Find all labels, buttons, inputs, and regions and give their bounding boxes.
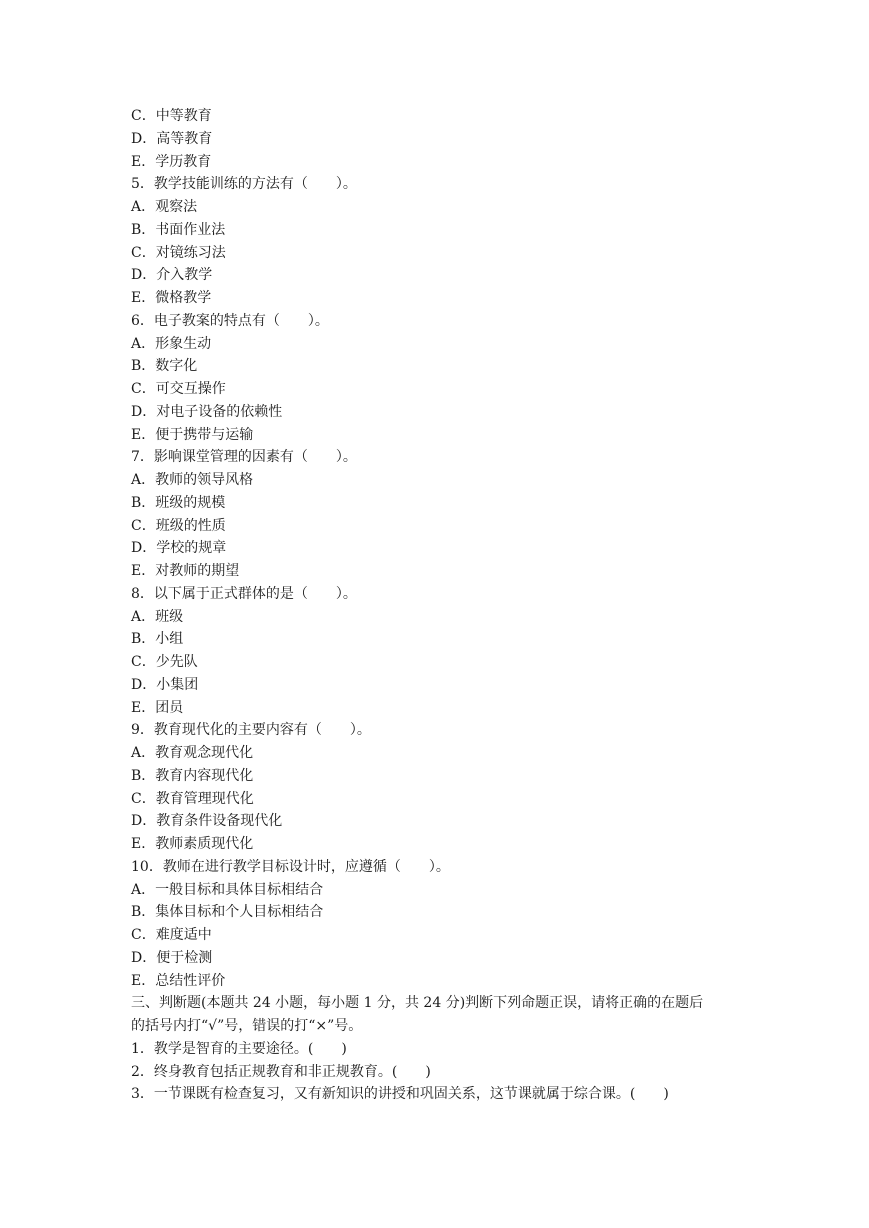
question-6: 6．电子教案的特点有（ ）。: [131, 312, 329, 329]
option-c-secondary-education: C．中等教育: [131, 108, 212, 124]
q9-option-d: D．教育条件设备现代化: [131, 813, 283, 830]
q10-option-b: B．集体目标和个人目标相结合: [131, 904, 324, 921]
q7-option-a: A．教师的领导风格: [131, 472, 254, 488]
q7-option-e: E．对教师的期望: [131, 563, 240, 579]
q7-option-d: D．学校的规章: [131, 540, 227, 557]
document-page: [131, 105, 751, 1106]
q6-option-b: B．数字化: [131, 358, 198, 375]
q10-option-e: E．总结性评价: [131, 972, 226, 989]
q5-option-d: D．介入教学: [131, 267, 213, 284]
option-d-higher-education: D．高等教育: [131, 130, 213, 147]
tf-question-3: 3．一节课既有检查复习，又有新知识的讲授和巩固关系，这节课就属于综合课。( ): [131, 1086, 669, 1103]
q8-option-e: E．团员: [131, 699, 184, 716]
q9-option-a: A．教育观念现代化: [131, 745, 254, 761]
q8-option-d: D．小集团: [131, 676, 199, 693]
q9-option-b: B．教育内容现代化: [131, 767, 254, 784]
section-3-heading-line-1: 三、判断题(本题共 24 小题，每小题 1 分，共 24 分)判断下列命题正误，请将正确的在题后: [131, 995, 704, 1012]
q8-option-c: C．少先队: [131, 654, 198, 670]
option-e-academic-education: E．学历教育: [131, 153, 212, 170]
question-9: 9．教育现代化的主要内容有（ ）。: [131, 722, 371, 739]
q9-option-c: C．教育管理现代化: [131, 790, 254, 807]
tf-question-1: 1．教学是智育的主要途径。( ): [131, 1040, 347, 1057]
q6-option-c: C．可交互操作: [131, 381, 226, 397]
q10-option-a: A．一般目标和具体目标相结合: [131, 881, 324, 898]
q5-option-a: A．观察法: [131, 199, 198, 215]
q7-option-c: C．班级的性质: [131, 517, 226, 534]
question-10: 10．教师在进行教学目标设计时，应遵循（ ）。: [131, 858, 450, 875]
q8-option-a: A．班级: [131, 608, 184, 625]
q7-option-b: B．班级的规模: [131, 494, 226, 511]
q6-option-a: A．形象生动: [131, 335, 212, 352]
q6-option-d: D．对电子设备的依赖性: [131, 403, 283, 420]
question-5: 5．教学技能训练的方法有（ ）。: [131, 176, 357, 193]
q5-option-c: C．对镜练习法: [131, 244, 226, 261]
question-8: 8．以下属于正式群体的是（ ）。: [131, 585, 357, 602]
q5-option-b: B．书面作业法: [131, 221, 226, 238]
q8-option-b: B．小组: [131, 631, 184, 648]
q5-option-e: E．微格教学: [131, 290, 212, 306]
q10-option-c: C．难度适中: [131, 927, 212, 943]
section-3-heading-line-2: 的括号内打“√”号，错误的打“×”号。: [131, 1018, 363, 1034]
q10-option-d: D．便于检测: [131, 949, 213, 966]
q6-option-e: E．便于携带与运输: [131, 426, 254, 443]
tf-question-2: 2．终身教育包括正规教育和非正规教育。( ): [131, 1063, 431, 1080]
q9-option-e: E．教师素质现代化: [131, 836, 254, 852]
question-7: 7．影响课堂管理的因素有（ ）。: [131, 449, 357, 466]
